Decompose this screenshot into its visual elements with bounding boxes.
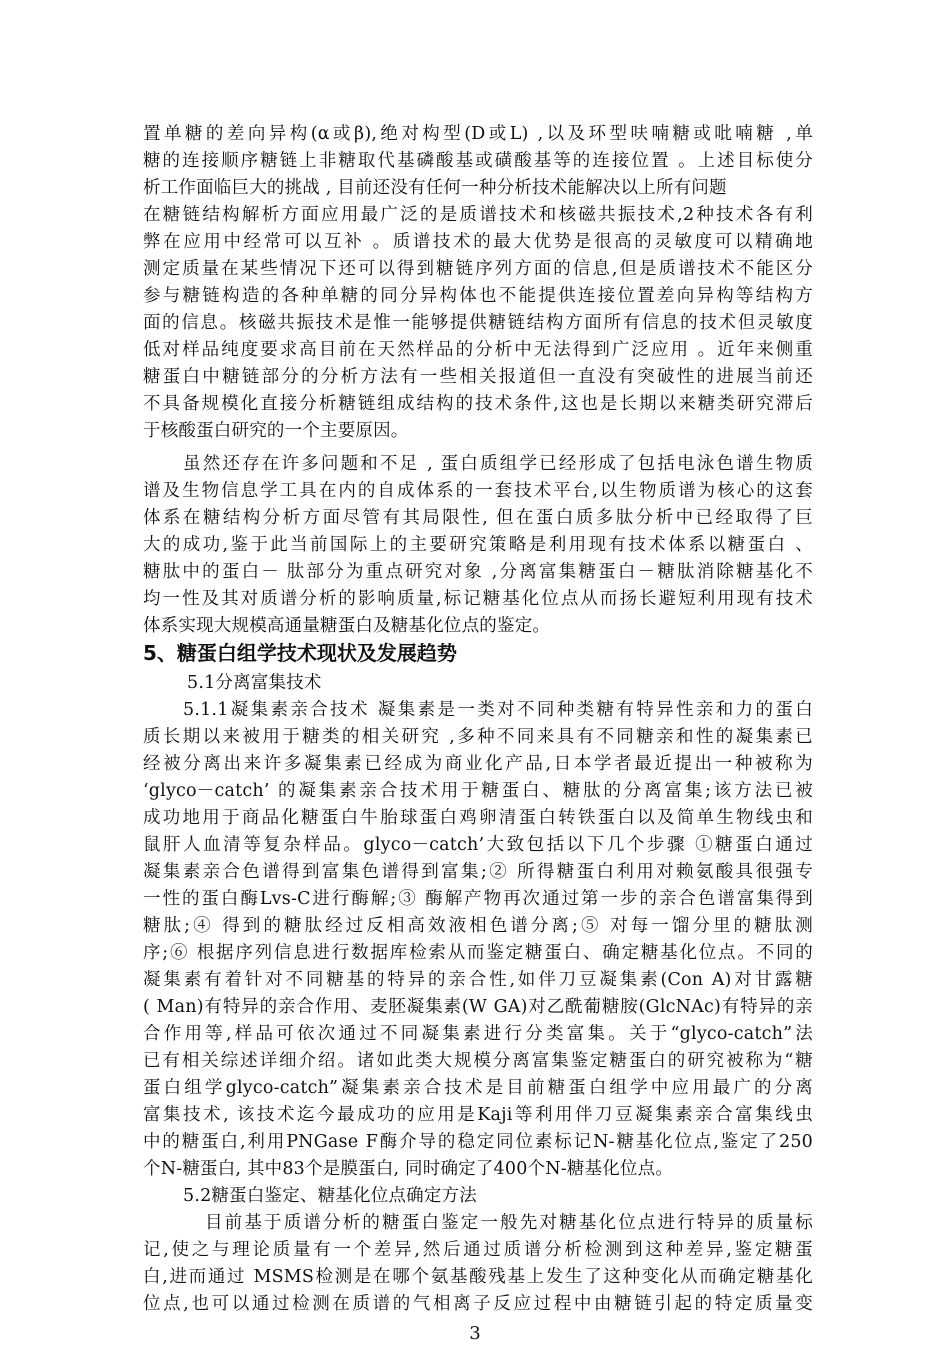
text-line: 测定质量在某些情况下还可以得到糖链序列方面的信息,但是质谱技术不能区分 (143, 259, 813, 279)
text-line: 糖的连接顺序糖链上非糖取代基磷酸基或磺酸基等的连接位置 。上述目标使分 (143, 151, 813, 171)
text-line: 蛋白组学glyco-catch”凝集素亲合技术是目前糖蛋白组学中应用最广的分离 (143, 1078, 813, 1098)
text-line: 大的成功,鉴于此当前国际上的主要研究策略是利用现有技术体系以糖蛋白 、 (143, 535, 813, 555)
text-line: 记,使之与理论质量有一个差异,然后通过质谱分析检测到这种差异,鉴定糖蛋 (143, 1240, 813, 1260)
text-line: 置单糖的差向异构(α或β),绝对构型(D或L) ,以及环型呋喃糖或吡喃糖 ,单 (143, 124, 813, 144)
subsection-heading: 5.2糖蛋白鉴定、糖基化位点确定方法 (183, 1186, 477, 1206)
text-line: 目前基于质谱分析的糖蛋白鉴定一般先对糖基化位点进行特异的质量标 (205, 1213, 813, 1233)
text-line: 质长期以来被用于糖类的相关研究 ,多种不同来具有不同糖亲和性的凝集素已 (143, 727, 813, 747)
text-line: 弊在应用中经常可以互补 。质谱技术的最大优势是很高的灵敏度可以精确地 (143, 232, 813, 252)
text-line: 富集技术, 该技术迄今最成功的应用是Kaji等利用伴刀豆凝集素亲合富集线虫 (143, 1105, 813, 1125)
text-line: 糖肽;④ 得到的糖肽经过反相高效液相色谱分离;⑤ 对每一馏分里的糖肽测 (143, 916, 813, 936)
text-line: 鼠肝人血清等复杂样品。glyco－catch’大致包括以下几个步骤 ①糖蛋白通过 (143, 835, 813, 855)
text-line: 位点,也可以通过检测在质谱的气相离子反应过程中由糖链引起的特定质量变 (143, 1294, 813, 1314)
text-line: 糖肽中的蛋白－ 肽部分为重点研究对象 ,分离富集糖蛋白－糖肽消除糖基化不 (143, 562, 813, 582)
text-line: 凝集素亲合色谱得到富集色谱得到富集;② 所得糖蛋白利用对赖氨酸具很强专 (143, 862, 813, 882)
text-line: 低对样品纯度要求高目前在天然样品的分析中无法得到广泛应用 。近年来侧重 (143, 340, 813, 360)
text-line: 于核酸蛋白研究的一个主要原因。 (143, 421, 409, 441)
text-line: 体系实现大规模高通量糖蛋白及糖基化位点的鉴定。 (143, 616, 551, 636)
text-line: 白,进而通过 MSMS检测是在哪个氨基酸残基上发生了这种变化从而确定糖基化 (143, 1267, 813, 1287)
text-line: ( Man)有特异的亲合作用、麦胚凝集素(W GA)对乙酰葡糖胺(GlcNAc)有特异的亲 (143, 997, 813, 1017)
text-line: 已有相关综述详细介绍。诸如此类大规模分离富集鉴定糖蛋白的研究被称为“糖 (143, 1051, 813, 1071)
text-line: 谱及生物信息学工具在内的自成体系的一套技术平台,以生物质谱为核心的这套 (143, 481, 813, 501)
text-line: 成功地用于商品化糖蛋白牛胎球蛋白鸡卵清蛋白转铁蛋白以及简单生物线虫和 (143, 808, 813, 828)
text-line: 个N-糖蛋白, 其中83个是膜蛋白, 同时确定了400个N-糖基化位点。 (143, 1159, 674, 1179)
subsection-heading: 5.1分离富集技术 (187, 673, 322, 693)
text-line: 虽然还存在许多问题和不足 , 蛋白质组学已经形成了包括电泳色谱生物质 (183, 454, 813, 474)
text-line: 参与糖链构造的各种单糖的同分异构体也不能提供连接位置差向异构等结构方 (143, 286, 813, 306)
text-line: ‘glyco－catch’ 的凝集素亲合技术用于糖蛋白、糖肽的分离富集;该方法已被 (143, 781, 813, 801)
text-line: 经被分离出来许多凝集素已经成为商业化产品,日本学者最近提出一种被称为 (143, 754, 813, 774)
text-line: 凝集素有着针对不同糖基的特异的亲合性,如伴刀豆凝集素(Con A)对甘露糖 (143, 970, 813, 990)
text-line: 面的信息。核磁共振技术是惟一能够提供糖链结构方面所有信息的技术但灵敏度 (143, 313, 813, 333)
text-line: 中的糖蛋白,利用PNGase F酶介导的稳定同位素标记N-糖基化位点,鉴定了250 (143, 1132, 813, 1152)
text-line: 一性的蛋白酶Lvs-C进行酶解;③ 酶解产物再次通过第一步的亲合色谱富集得到 (143, 889, 813, 909)
text-line: 合作用等,样品可依次通过不同凝集素进行分类富集。关于“glyco-catch”法 (143, 1024, 813, 1044)
text-line: 析工作面临巨大的挑战 , 目前还没有任何一种分析技术能解决以上所有问题 (143, 178, 727, 198)
text-line: 糖蛋白中糖链部分的分析方法有一些相关报道但一直没有突破性的进展当前还 (143, 367, 813, 387)
text-line: 均一性及其对质谱分析的影响质量,标记糖基化位点从而扬长避短利用现有技术 (143, 589, 813, 609)
text-line: 体系在糖结构分析方面尽管有其局限性, 但在蛋白质多肽分析中已经取得了巨 (143, 508, 813, 528)
text-line: 在糖链结构解析方面应用最广泛的是质谱技术和核磁共振技术,2种技术各有利 (143, 205, 813, 225)
page-number: 3 (469, 1323, 481, 1344)
text-line: 5.1.1凝集素亲合技术 凝集素是一类对不同种类糖有特异性亲和力的蛋白 (183, 700, 813, 720)
text-line: 不具备规模化直接分析糖链组成结构的技术条件,这也是长期以来糖类研究滞后 (143, 394, 813, 414)
text-line: 序;⑥ 根据序列信息进行数据库检索从而鉴定糖蛋白、确定糖基化位点。不同的 (143, 943, 813, 963)
section-heading: 5、糖蛋白组学技术现状及发展趋势 (143, 641, 457, 665)
